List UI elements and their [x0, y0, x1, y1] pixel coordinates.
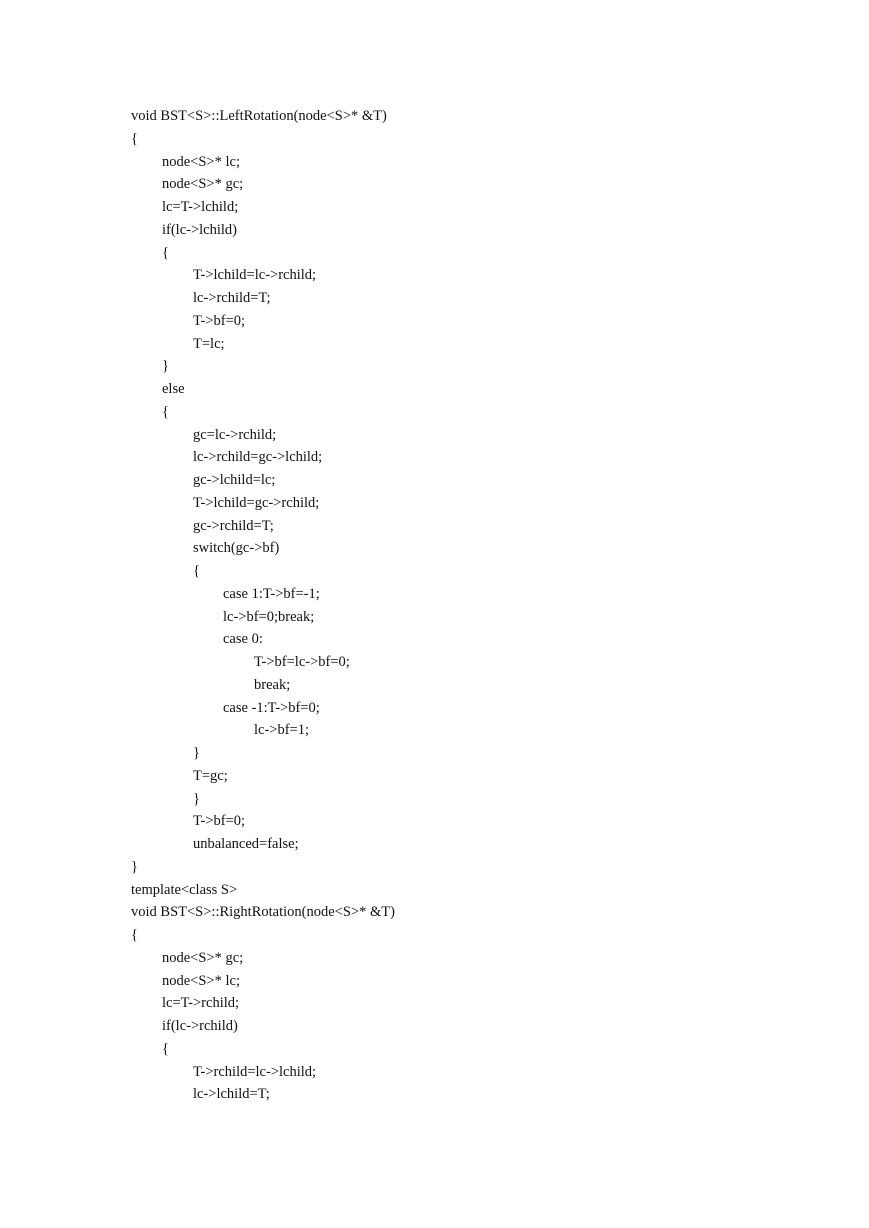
code-line: T->bf=0;	[193, 813, 246, 830]
code-line: gc->lchild=lc;	[193, 472, 276, 488]
code-line: void BST<S>::RightRotation(node<S>* &T)	[131, 904, 395, 921]
code-line: T=lc;	[193, 335, 225, 352]
code-line: case 0:	[223, 631, 263, 648]
code-line: node<S>* gc;	[162, 176, 244, 193]
code-line: T->lchild=gc->rchild;	[193, 494, 320, 511]
code-line: {	[162, 1040, 169, 1057]
code-line: T->lchild=lc->rchild;	[193, 267, 317, 284]
code-line: gc=lc->rchild;	[193, 426, 277, 443]
code-line: case 1:T->bf=-1;	[223, 585, 320, 602]
code-line: lc->rchild=gc->lchild;	[193, 449, 323, 466]
code-line: {	[131, 927, 138, 943]
code-line: lc=T->lchild;	[162, 199, 239, 215]
code-line: unbalanced=false;	[193, 836, 299, 852]
code-line: node<S>* lc;	[162, 153, 240, 170]
code-line: T=gc;	[193, 767, 228, 784]
code-line: void BST<S>::LeftRotation(node<S>* &T)	[131, 108, 387, 124]
code-line: lc->bf=1;	[254, 722, 310, 739]
code-line: node<S>* gc;	[162, 949, 244, 966]
code-line: lc->bf=0;break;	[223, 608, 315, 625]
code-line: break;	[254, 676, 291, 693]
code-line: switch(gc->bf)	[193, 540, 280, 557]
code-line: {	[162, 244, 169, 261]
code-line: }	[162, 358, 169, 375]
code-line: lc->rchild=T;	[193, 290, 271, 306]
code-line: T->bf=lc->bf=0;	[254, 654, 350, 670]
code-line: template<class S>	[131, 881, 238, 898]
code-line: case -1:T->bf=0;	[223, 699, 320, 716]
code-line: {	[162, 403, 169, 420]
code-line: }	[193, 745, 200, 761]
code-line: {	[131, 130, 138, 147]
code-line: lc=T->rchild;	[162, 995, 240, 1012]
code-line: else	[162, 381, 185, 397]
code-listing	[131, 105, 395, 1106]
code-line: gc->rchild=T;	[193, 517, 274, 534]
code-line: lc->lchild=T;	[193, 1086, 270, 1103]
code-line: T->bf=0;	[193, 312, 246, 329]
code-line: }	[193, 790, 200, 807]
code-line: T->rchild=lc->lchild;	[193, 1063, 317, 1080]
code-line: node<S>* lc;	[162, 972, 240, 989]
code-line: if(lc->lchild)	[162, 221, 238, 238]
code-line: }	[131, 858, 138, 875]
code-line: {	[193, 563, 200, 579]
code-line: if(lc->rchild)	[162, 1018, 238, 1034]
